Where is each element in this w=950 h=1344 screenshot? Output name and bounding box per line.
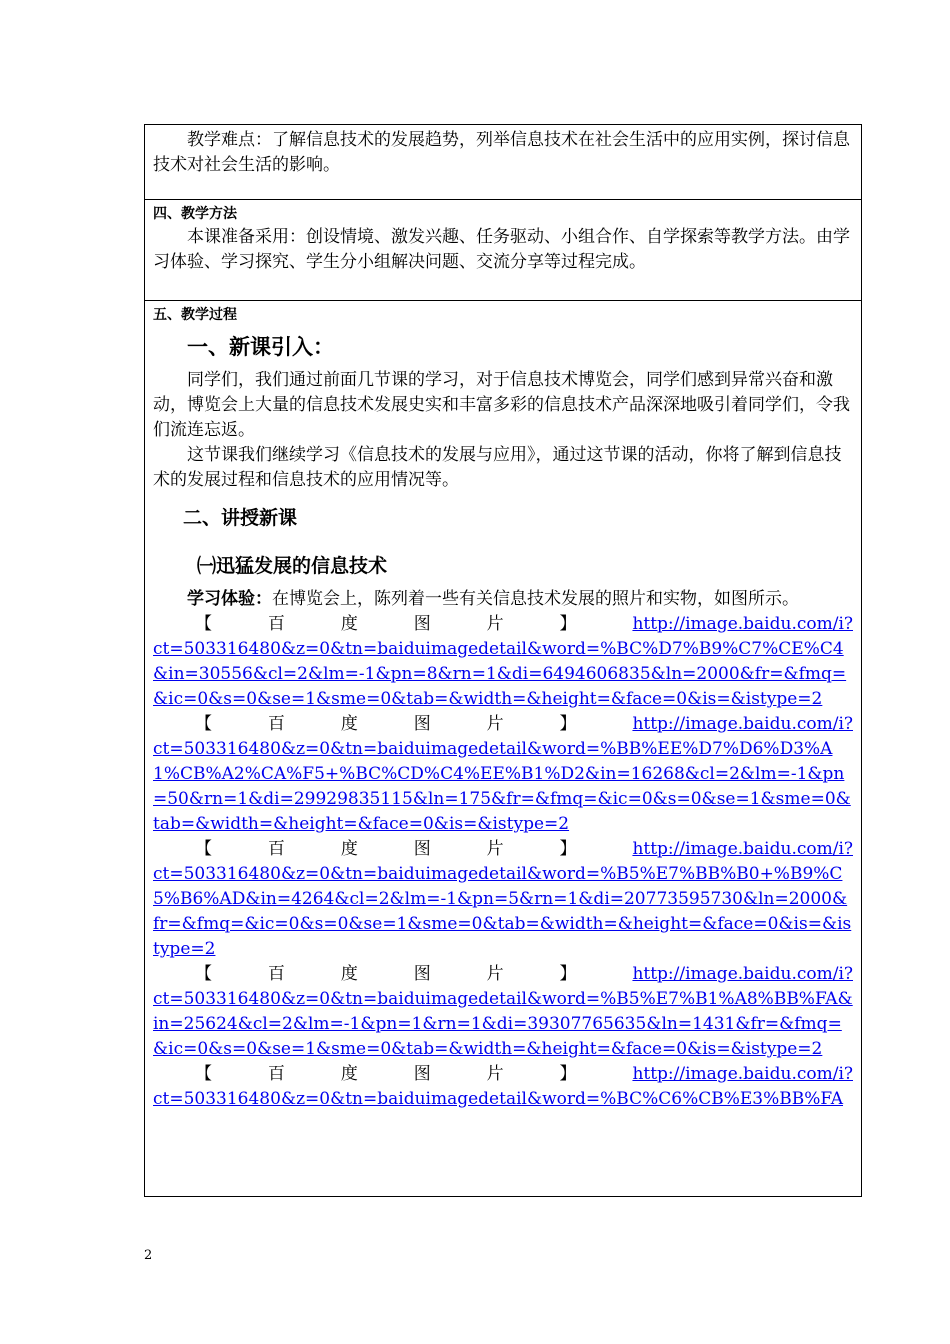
difficulty-text: 教学难点：了解信息技术的发展趋势，列举信息技术在社会生活中的应用实例，探讨信息技术对社会生活的影响。 xyxy=(153,130,850,175)
learning-experience xyxy=(153,587,853,612)
bracket-line xyxy=(153,837,853,862)
image-link-rest[interactable]: ct=503316480&z=0&tn=baiduimagedetail&word=%BC%C6%CB%E3%BB%FA xyxy=(153,1089,843,1109)
bracket-char: 】 xyxy=(559,1064,577,1084)
bracket-char: 【 xyxy=(195,1064,212,1084)
intro-heading: 一、新课引入： xyxy=(187,335,334,359)
bracket-char: 度 xyxy=(340,614,358,634)
bracket-char: 【 xyxy=(195,964,212,984)
bracket-char: 】 xyxy=(559,964,577,984)
bracket-char: 度 xyxy=(340,964,358,984)
subsection-heading: ㈠迅猛发展的信息技术 xyxy=(197,555,388,577)
methods-cell xyxy=(145,200,861,301)
bracket-char: 【 xyxy=(195,714,212,734)
bracket-char: 图 xyxy=(413,1064,431,1084)
intro-paragraph-2: 这节课我们继续学习《信息技术的发展与应用》，通过这节课的活动，你将了解到信息技术的发展过程和信息技术的应用情况等。 xyxy=(153,445,842,490)
image-reference xyxy=(153,712,853,837)
image-link-start[interactable]: http://image.baidu.com/i? xyxy=(632,1064,853,1084)
bracket-char: 度 xyxy=(340,1064,358,1084)
bracket-char: 【 xyxy=(195,614,212,634)
image-link-start[interactable]: http://image.baidu.com/i? xyxy=(632,614,853,634)
bracket-char: 图 xyxy=(413,614,431,634)
bracket-char: 片 xyxy=(486,714,504,734)
page-number: 2 xyxy=(144,1248,153,1263)
new-lesson-heading: 二、讲授新课 xyxy=(183,507,298,529)
image-link-start[interactable]: http://image.baidu.com/i? xyxy=(632,714,853,734)
bracket-line xyxy=(153,712,853,737)
bracket-char: 百 xyxy=(267,714,285,734)
bracket-char: 】 xyxy=(559,839,577,859)
difficulty-cell xyxy=(145,124,861,200)
bracket-char: 】 xyxy=(559,714,577,734)
bracket-line xyxy=(153,612,853,637)
intro-paragraph-1: 同学们，我们通过前面几节课的学习，对于信息技术博览会，同学们感到异常兴奋和激动，博览会上大量的信息技术发展史实和丰富多彩的信息技术产品深深地吸引着同学们，令我们流连忘返。 xyxy=(153,370,850,440)
image-reference xyxy=(153,1062,853,1112)
image-reference xyxy=(153,837,853,962)
image-link-rest[interactable]: ct=503316480&z=0&tn=baiduimagedetail&word=%BC%D7%B9%C7%CE%C4&in=30556&cl=2&lm=-1&pn=8&rn=1&di=6494606835&ln=2000&fr=&fmq=&ic=0&s=0&se=1&sme=0&tab=&width=&height=&face=0&is=&istype=2 xyxy=(153,639,847,709)
bracket-line xyxy=(153,962,853,987)
process-cell xyxy=(145,301,861,1197)
bracket-char: 百 xyxy=(267,964,285,984)
image-reference-list xyxy=(153,612,853,1112)
image-link-start[interactable]: http://image.baidu.com/i? xyxy=(632,839,853,859)
methods-heading: 四、教学方法 xyxy=(153,206,237,222)
bracket-char: 片 xyxy=(486,614,504,634)
process-heading: 五、教学过程 xyxy=(153,307,237,323)
image-reference xyxy=(153,962,853,1062)
bracket-char: 百 xyxy=(267,1064,285,1084)
bracket-char: 度 xyxy=(340,714,358,734)
image-link-rest[interactable]: ct=503316480&z=0&tn=baiduimagedetail&word=%B5%E7%B1%A8%BB%FA&in=25624&cl=2&lm=-1&pn=1&rn=1&di=39307765635&ln=1431&fr=&fmq=&ic=0&s=0&se=1&sme=0&tab=&width=&height=&face=0&is=&istype=2 xyxy=(153,989,853,1059)
bracket-char: 百 xyxy=(267,614,285,634)
bracket-char: 片 xyxy=(486,964,504,984)
learning-experience-label: 学习体验： xyxy=(187,589,272,609)
image-reference xyxy=(153,612,853,712)
bracket-char: 度 xyxy=(340,839,358,859)
bracket-line xyxy=(153,1062,853,1087)
image-link-rest[interactable]: ct=503316480&z=0&tn=baiduimagedetail&word=%B5%E7%BB%B0+%B9%C5%B6%AD&in=4264&cl=2&lm=-1&pn=5&rn=1&di=20773595730&ln=2000&fr=&fmq=&ic=0&s=0&se=1&sme=0&tab=&width=&height=&face=0&is=&istype=2 xyxy=(153,864,852,959)
bracket-char: 】 xyxy=(559,614,577,634)
image-link-rest[interactable]: ct=503316480&z=0&tn=baiduimagedetail&word=%BB%EE%D7%D6%D3%A1%CB%A2%CA%F5+%BC%CD%C4%EE%B1%D2&in=16268&cl=2&lm=-1&pn=50&rn=1&di=29929835115&ln=175&fr=&fmq=&ic=0&s=0&se=1&sme=0&tab=&width=&height=&face=0&is=&istype=2 xyxy=(153,739,851,834)
bracket-char: 【 xyxy=(195,839,212,859)
bracket-char: 图 xyxy=(413,839,431,859)
bracket-char: 百 xyxy=(267,839,285,859)
bracket-char: 图 xyxy=(413,964,431,984)
bracket-char: 片 xyxy=(486,839,504,859)
lesson-plan-table xyxy=(144,124,862,1197)
image-link-start[interactable]: http://image.baidu.com/i? xyxy=(632,964,853,984)
methods-text: 本课准备采用：创设情境、激发兴趣、任务驱动、小组合作、自学探索等教学方法。由学习体验、学习探究、学生分小组解决问题、交流分享等过程完成。 xyxy=(153,227,850,272)
bracket-char: 片 xyxy=(486,1064,504,1084)
bracket-char: 图 xyxy=(413,714,431,734)
learning-experience-text: 在博览会上，陈列着一些有关信息技术发展的照片和实物，如图所示。 xyxy=(272,589,799,609)
